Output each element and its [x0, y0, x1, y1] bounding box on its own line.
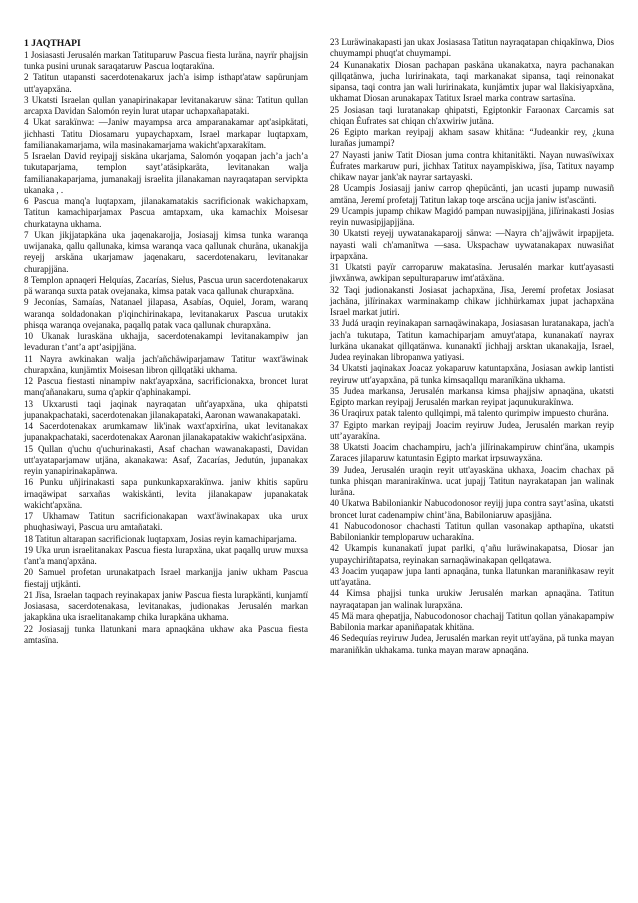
verse: 34 Ukatsti jaqinakax Joacaz yokaparuw katuntapxäna, Josiasan awkip lantisti reyiruw utt'ayapxäna, pä tunka kimsaqallqu maranïkäna ukhama. — [330, 363, 614, 385]
right-column — [330, 37, 614, 883]
verse: 30 Ukatsti reyejj uywatanakaparojj sänwa: —Nayra ch’ajjwäwit irpapjjeta. nayasti wali ch'amanïtwa —sasa. Ukspachaw uywatanakapax nuwasiñat irpapxäna. — [330, 228, 614, 261]
verse: 46 Sedequías reyiruw Judea, Jerusalén markan reyit utt'ayäna, pä tunka mayan maraniñkän ukhakama. tunka mayan maraw apnaqäna. — [330, 633, 614, 655]
verse: 29 Ucampis jupamp chikaw Magidó pampan nuwasipjjäna, jilïrinakasti Josias reyin nuwasipjjapjjäna. — [330, 205, 614, 227]
verse: 39 Judea, Jerusalén uraqin reyit utt'ayaskäna ukhaxa, Joacim chachax pä tunka phisqan maranirakïnwa. ucat jupajj Tatitun nayrakatapan jan walinak luräna. — [330, 464, 614, 497]
left-verse-list — [24, 50, 308, 646]
verse: 1 Josiasasti Jerusalén markan Tatituparuw Pascua fiesta luräna, nayrïr phajjsin tunka pusini urunak saraqataruw Pascua loqtarakïna. — [24, 49, 308, 72]
verse: 2 Tatitun utapansti sacerdotenakarux jach'a isimp isthapt'ataw sapürunjam utt'ayapxäna. — [24, 72, 308, 94]
verse: 6 Pascua manq'a luqtapxam, jilanakamatakis sacrificionak wakichapxam, Tatitun kamachiparjamax Pascua amtapxam, uka kamachix Moisesar churkatayna ukhama. — [24, 196, 308, 229]
verse: 14 Sacerdotenakax arumkamaw lik'inak waxt'apxirïna, ukat levitanakax jupanakpachataki, sacerdotenakax Aaronan jilanakapatakiw wakicht'asipxäna. — [24, 421, 308, 443]
verse: 16 Punku uñjirinakasti sapa punkunkapxarakïnwa. janiw khitis sapüru irnaqäwipat sarxañas wakiskänti, levita jilanakapaw jupanakatak wakicht'apxäna. — [24, 477, 308, 510]
left-column — [24, 38, 308, 883]
verse: 24 Kunanakatix Diosan pachapan paskäna ukanakatxa, nayra pachanakan qillqatänwa, jucha luririnakata, taqi markanakat sipansa, taqi reinonakat sipansa, taqi contra jan wali luririnakata, kunjämtix jupar wal llakisiyapxäna, ukhamat Diosan arunakapax Tatitux Israel marka contraw sartasïna. — [330, 59, 614, 104]
verse: 42 Ukampis kunanakatï jupat parlki, q’añu luräwinakapatsa, Diosar jan yupaychiriñtapatsa, reyinakan sarnaqäwinakapan qellqatawa. — [330, 543, 614, 565]
verse: 7 Ukan jikjjatapkäna uka jaqenakarojja, Josiasajj kimsa tunka waranqa uwijanaka, qallu qallunaka, kimsa waranqa vaca qallunak churäna, ukanakjja reyejj arskäna ukarjamaw jaqenakaru, sacerdotenakaru, levitanakar churapjjäna. — [24, 229, 308, 274]
verse: 18 Tatitun altarapan sacrificionak luqtapxam, Josias reyin kamachiparjama. — [24, 533, 297, 544]
verse: 26 Egipto markan reyipajj akham sasaw khitäna: “Judeankir rey, ¿kuna luraňas jumampi? — [330, 127, 614, 149]
verse: 37 Egipto markan reyipajj Joacim reyiruw Judea, Jerusalén markan reyip utt’ayarakïna. — [330, 419, 614, 441]
verse: 4 Ukat sarakïnwa: —Janiw mayampsa arca amparanakamar apt'asipkätati, jichhasti Tatitu Diosamaru yupaychapxam, Israel markapar luqtapxam, familianakamarjama, wila masinakamarjama wakicht'apxarakïtam. — [24, 117, 308, 150]
verse: 23 Luräwinakapasti jan ukax Josiasasa Tatitun nayraqatapan chiqakïnwa, Dios chuymampi phuqt'at chuymampi. — [330, 37, 614, 59]
verse: 31 Ukatsti payïr carroparuw makatasïna. Jerusalén markar kutt'ayasasti jiwxänwa, awkipan sepulturaparuw imt'atäxäna. — [330, 262, 614, 284]
verse: 11 Nayra awkinakan walja jach'añchäwiparjamaw Tatitur waxt'äwinak churapxäna, kunjämtix Moisesan libron qillqatäki ukhama. — [24, 353, 308, 375]
chapter-title: 1 JAQTHAPI — [24, 38, 81, 49]
verse: 15 Qullan q'uchu q'uchurinakasti, Asaf chachan wawanakapasti, Davidan utt'ayataparjamaw utjäna, akanakawa: Asaf, Zacarías, Jedutún, jupanakax reyin yanapirinakapänwa. — [24, 443, 308, 477]
verse: 12 Pascua fiestasti ninampiw nakt'ayapxäna, sacrificionakxa, broncet lurat manq'añanakaru, suma q'apkir q'aphinakampi. — [24, 376, 308, 398]
verse: 28 Ucampis Josiasajj janiw carrop qhepücänti, jan ucasti jupamp nuwasiñ amtäna, Jeremí profetajj Tatitun lakap toqe arscäna ucjja janiw ist'ascänti. — [330, 183, 614, 205]
verse: 19 Uka urun israelitanakax Pascua fiesta lurapxäna, ukat paqallq uruw muxsa t'ant'a manq'apxäna. — [24, 544, 308, 567]
right-verse-list — [330, 37, 614, 656]
verse: 44 Kimsa phajjsi tunka urukiw Jerusalén markan apnaqäna. Tatitun nayraqatapan jan walinak lurapxäna. — [330, 588, 614, 610]
verse: 38 Ukatsti Joacim chachampiru, jach'a jilïrinakampiruw chint'äna, ukampis Zaraces jilaparuw katuntasin Egipto markat irpsuwayxäna. — [330, 442, 614, 464]
verse: 36 Uraqirux patak talento qullqimpi, mä talento qurimpiw impuesto churäna. — [330, 408, 609, 419]
verse: 25 Josiasan taqi luratanakap qhipatsti, Egiptonkir Faraonax Carcamis sat chiqan Éufrates sat chiqan ch'axwiriw jutäna. — [330, 104, 614, 126]
verse: 10 Ukanak luraskäna ukhajja, sacerdotenakampi levitanakampiw jan levaduran t’ant’a apt’asipjjäna. — [24, 331, 308, 353]
verse: 22 Josiasajj tunka llatunkani mara apnaqkäna ukhaw aka Pascua fiesta amtasïna. — [24, 623, 308, 645]
verse: 27 Nayasti janiw Tatit Diosan juma contra khitanitäkti. Nayan nuwasïwixax Éufrates markaruw puri, jichhax Tatitux nayampïskiwa, jïsa, Tatitux nayamp chikaw nayar jank'ak nayrar sartayaski. — [330, 149, 614, 182]
verse: 35 Judea markansa, Jerusalén markansa kimsa phajjsiw apnaqäna, ukatsti Egipto markan reyipajj Jerusalén markan reyipat jaqunukurakïnwa. — [330, 385, 614, 407]
verse: 3 Ukatsti Israelan qullan yanapirinakapar levitanakaruw säna: Tatitun qullan arcapxa Davidan Salomón reyin lurat utapar uchapxañapataki. — [24, 94, 308, 117]
verse: 21 Jïsa, Israelan taqpach reyinakapax janiw Pascua fiesta lurapkänti, kunjamtï Josiasasa, sacerdotenakasa, levitanakas, judionakas Jerusalén markan jakapkäna uka israelitanakamp chika lurapkäna ukhama. — [24, 589, 308, 623]
verse: 43 Joacim yuqapaw jupa lanti apnaqäna, tunka llatunkan maraniñkasaw reyit utt'ayatäna. — [330, 565, 614, 587]
verse: 45 Mä mara qhepatjja, Nabucodonosor chachajj Tatitun qollan yänakapampiw Babilonia markar apaniñapatak khitäna. — [330, 610, 614, 632]
verse: 40 Ukatwa Babiloniankir Nabucodonosor reyijj jupa contra sayt’asïna, ukatsti broncet lurat cadenampiw chint’äna, Babiloniaruw apasjjäna. — [330, 498, 614, 520]
verse: 13 Ukxarusti taqi jaqinak nayraqatan uñt'ayapxäna, uka qhipatsti jupanakpachataki, sacerdotenakan jilanakapataki, Aaronan wawanakapataki. — [24, 398, 308, 420]
verse: 41 Nabucodonosor chachasti Tatitun qullan vasonakap apthapïna, ukatsti Babiloniankir temploparuw ucharakïna. — [330, 520, 614, 542]
verse: 5 Israelan David reyipajj siskäna ukarjama, Salomón yoqapan jach’a jach’a tukutaparjama, templon sayt’atäsipkaräta, levitanakan walja familianakaparjama, jumanakajj israelita jilanakaman nayraqatapan servipkta ukanaka , . — [24, 151, 308, 195]
verse: 8 Templon apnaqeri Helquías, Zacarías, Sielus, Pascua urun sacerdotenakarux pä waranqa suxta patak ovejanaka, kimsa patak vaca qallunak churapxäna. — [24, 274, 308, 297]
verse: 17 Ukhamaw Tatitun sacrificionakapan waxt'äwinakapax uka urux phuqhasiwayi, Pascua uru amtañataki. — [24, 511, 308, 533]
verse: 32 Taqi judionakansti Josiasat jachapxäna, Jïsa, Jeremí profetax Josiasat jachäna, jilïrinakax warminakamp chikaw jichhürkamax jupat jachapxäna Israel markat jutiri. — [330, 284, 614, 317]
verse: 33 Judá uraqin reyinakapan sarnaqäwinakapa, Josiasasan luratanakapa, jach'a jach'a tukutapa, Tatitun kamachiparjam amuyt'atapa, kunanakatï nayrax lurkäna ukanakat qillqatänwa. kunanaktï jichhajj arsktan ukanakajja, Israel, Judea reyinakan libropanwa yatiyasi. — [330, 318, 614, 362]
verse: 9 Jeconías, Samaías, Natanael jilapasa, Asabías, Oquiel, Joram, waranq waranqa soldadonakan p'iqinchirinakapa, levitanakarux Pascua urutakix phisqa waranqa ovejanaka, paqallq patak vaca qallunak churapxäna. — [24, 297, 308, 330]
verse: 20 Samuel profetan urunakatpach Israel markanjja janiw ukham Pascua fiestajj utjkänti. — [24, 567, 308, 589]
